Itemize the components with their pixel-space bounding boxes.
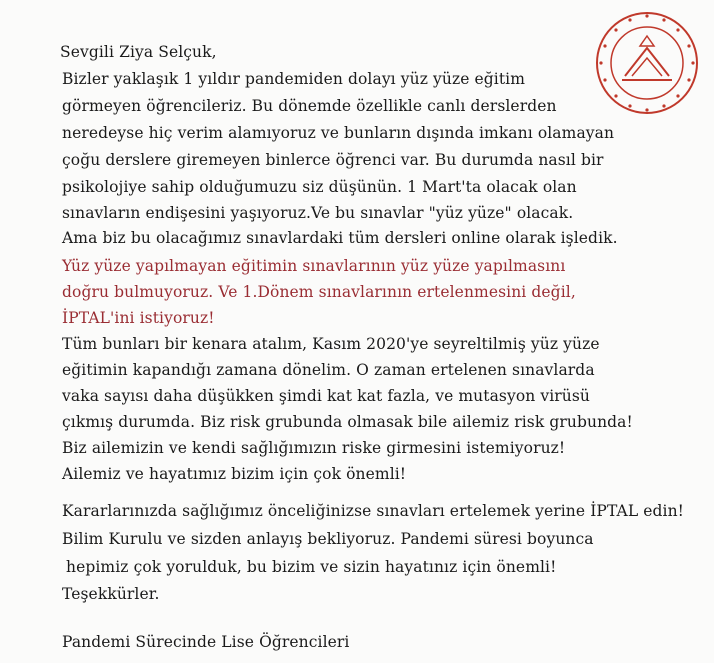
highlight-line: Yüz yüze yapılmayan eğitimin sınavlarının yüz yüze yapılmasını: [62, 257, 566, 275]
paragraph2-line: Ailemiz ve hayatımız bizim için çok önemli!: [62, 465, 407, 483]
paragraph3-line: Kararlarınızda sağlığımız önceliğinizse sınavları ertelemek yerine İPTAL edin!: [62, 502, 685, 520]
paragraph1-line: neredeyse hiç verim alamıyoruz ve bunların dışında imkanı olamayan: [62, 124, 615, 142]
paragraph2-line: Biz ailemizin ve kendi sağlığımızın riske girmesini istemiyoruz!: [62, 439, 566, 457]
ministry-seal-icon: [592, 8, 702, 118]
paragraph1-line: görmeyen öğrencileriz. Bu dönemde özellikle canlı derslerden: [62, 97, 557, 115]
paragraph2-line: Tüm bunları bir kenara atalım, Kasım 2020'ye seyreltilmiş yüz yüze: [62, 335, 600, 353]
paragraph1-line: psikolojiye sahip olduğumuzu siz düşünün. 1 Mart'ta olacak olan: [62, 178, 577, 196]
paragraph1-line: çoğu derslere giremeyen binlerce öğrenci var. Bu durumda nasıl bir: [62, 151, 604, 169]
paragraph2-line: eğitimin kapandığı zamana dönelim. O zaman ertelenen sınavlarda: [62, 361, 595, 379]
paragraph1-line: Bizler yaklaşık 1 yıldır pandemiden dolayı yüz yüze eğitim: [62, 70, 526, 88]
highlight-line: İPTAL'ini istiyoruz!: [62, 309, 215, 327]
paragraph3-line: hepimiz çok yorulduk, bu bizim ve sizin hayatınız için önemli!: [66, 558, 557, 576]
signature: Pandemi Sürecinde Lise Öğrencileri: [62, 633, 350, 651]
highlight-line: doğru bulmuyoruz. Ve 1.Dönem sınavlarının ertelenmesini değil,: [62, 283, 576, 301]
paragraph3-line: Teşekkürler.: [62, 585, 160, 603]
paragraph1-line: sınavların endişesini yaşıyoruz.Ve bu sınavlar "yüz yüze" olacak.: [62, 204, 574, 222]
paragraph1-line: Ama biz bu olacağımız sınavlardaki tüm dersleri online olarak işledik.: [62, 229, 618, 247]
paragraph2-line: vaka sayısı daha düşükken şimdi kat kat fazla, ve mutasyon virüsü: [62, 387, 591, 405]
paragraph3-line: Bilim Kurulu ve sizden anlayış bekliyoruz. Pandemi süresi boyunca: [62, 530, 594, 548]
greeting: Sevgili Ziya Selçuk,: [60, 43, 217, 61]
paragraph2-line: çıkmış durumda. Biz risk grubunda olmasak bile ailemiz risk grubunda!: [62, 413, 633, 431]
